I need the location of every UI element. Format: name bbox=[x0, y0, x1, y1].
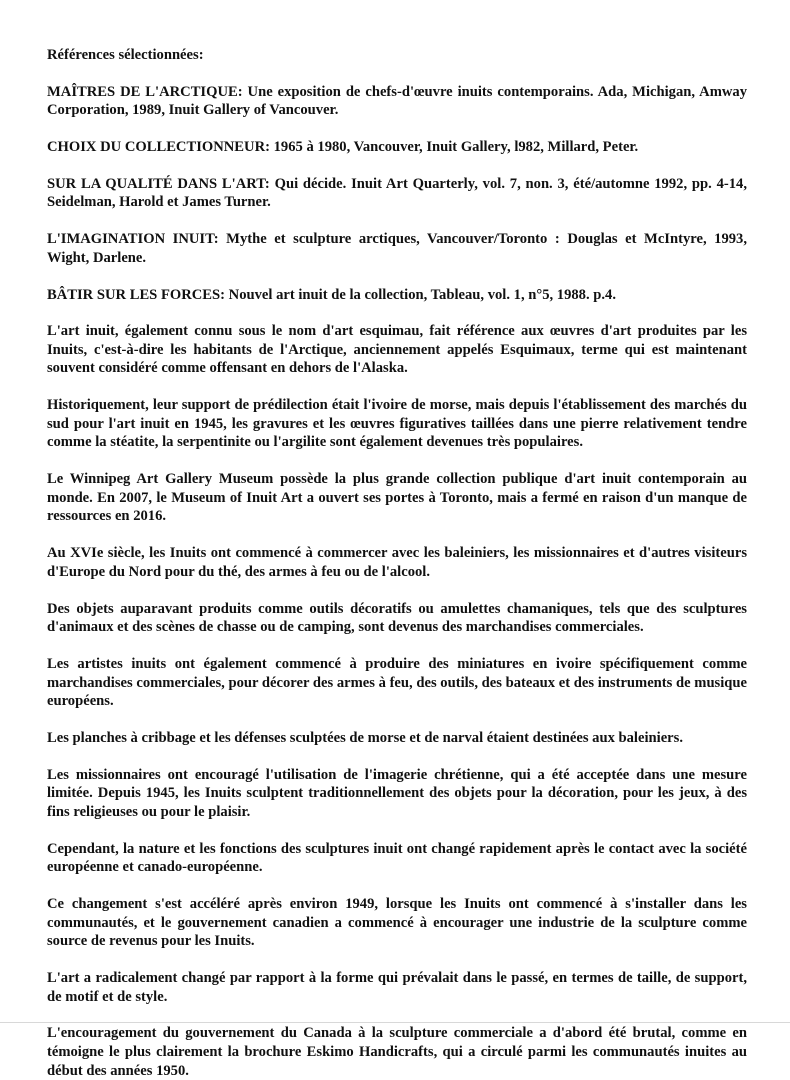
reference-item: CHOIX DU COLLECTIONNEUR: 1965 à 1980, Vancouver, Inuit Gallery, l982, Millard, Peter. bbox=[47, 138, 639, 155]
references-heading: Références sélectionnées: bbox=[47, 47, 204, 63]
body-paragraph: Des objets auparavant produits comme outils décoratifs ou amulettes chamaniques, tels que des sculptures d'animaux et des scènes de chasse ou de camping, sont devenus des marchandises commerciales. bbox=[47, 600, 747, 636]
body-paragraph: Historiquement, leur support de prédilection était l'ivoire de morse, mais depuis l'établissement des marchés du sud pour l'art inuit en 1945, les gravures et les œuvres figuratives taillées dans une pierre relativement tendre comme la stéatite, la serpentinite ou l'argilite sont également devenues très populaires. bbox=[47, 397, 747, 451]
reference-item: L'IMAGINATION INUIT: Mythe et sculpture arctiques, Vancouver/Toronto : Douglas et McIntyre, 1993, Wight, Darlene. bbox=[47, 231, 747, 266]
page-edge-divider bbox=[0, 1022, 790, 1023]
body-paragraph: L'art a radicalement changé par rapport à la forme qui prévalait dans le passé, en termes de taille, de support, de motif et de style. bbox=[47, 970, 747, 1005]
body-paragraph: Au XVIe siècle, les Inuits ont commencé à commercer avec les baleiniers, les missionnaires et d'autres visiteurs d'Europe du Nord pour du thé, des armes à feu ou de l'alcool. bbox=[47, 545, 747, 580]
document-page bbox=[47, 46, 747, 1080]
body-paragraph: Les planches à cribbage et les défenses sculptées de morse et de narval étaient destinées aux baleiniers. bbox=[47, 729, 683, 746]
body-paragraph: Cependant, la nature et les fonctions des sculptures inuit ont changé rapidement après le contact avec la société européenne et canado-européenne. bbox=[47, 840, 747, 876]
body-paragraph: L'art inuit, également connu sous le nom d'art esquimau, fait référence aux œuvres d'art produites par les Inuits, c'est-à-dire les habitants de l'Arctique, anciennement appelés Esquimaux, terme qui est maintenant souvent considéré comme offensant en dehors de l'Alaska. bbox=[47, 323, 747, 377]
reference-item: BÂTIR SUR LES FORCES: Nouvel art inuit de la collection, Tableau, vol. 1, n°5, 1988. p.4. bbox=[47, 286, 616, 303]
body-paragraph: Les artistes inuits ont également commencé à produire des miniatures en ivoire spécifiquement comme marchandises commerciales, pour décorer des armes à feu, des outils, des bateaux et des instruments de musique européens. bbox=[47, 655, 747, 710]
body-paragraph: Le Winnipeg Art Gallery Museum possède la plus grande collection publique d'art inuit contemporain au monde. En 2007, le Museum of Inuit Art a ouvert ses portes à Toronto, mais a fermé en raison d'un manque de ressources en 2016. bbox=[47, 471, 747, 525]
body-paragraph: L'encouragement du gouvernement du Canada à la sculpture commerciale a d'abord été brutal, comme en témoigne le plus clairement la brochure Eskimo Handicrafts, qui a circulé parmi les communautés inuites au début des années 1950. bbox=[47, 1025, 747, 1079]
body-paragraph: Les missionnaires ont encouragé l'utilisation de l'imagerie chrétienne, qui a été acceptée dans une mesure limitée. Depuis 1945, les Inuits sculptent traditionnellement des objets pour la décoration, pour les jeux, à des fins religieuses ou pour le plaisir. bbox=[47, 766, 747, 820]
body-paragraph: Ce changement s'est accéléré après environ 1949, lorsque les Inuits ont commencé à s'installer dans les communautés, et le gouvernement canadien a commencé à encourager une industrie de la sculpture comme source de revenus pour les Inuits. bbox=[47, 896, 747, 950]
reference-item: SUR LA QUALITÉ DANS L'ART: Qui décide. Inuit Art Quarterly, vol. 7, non. 3, été/automne 1992, pp. 4-14, Seidelman, Harold et James Turner. bbox=[47, 175, 747, 211]
reference-item: MAÎTRES DE L'ARCTIQUE: Une exposition de chefs-d'œuvre inuits contemporains. Ada, Michigan, Amway Corporation, 1989, Inuit Gallery of Vancouver. bbox=[47, 83, 747, 119]
